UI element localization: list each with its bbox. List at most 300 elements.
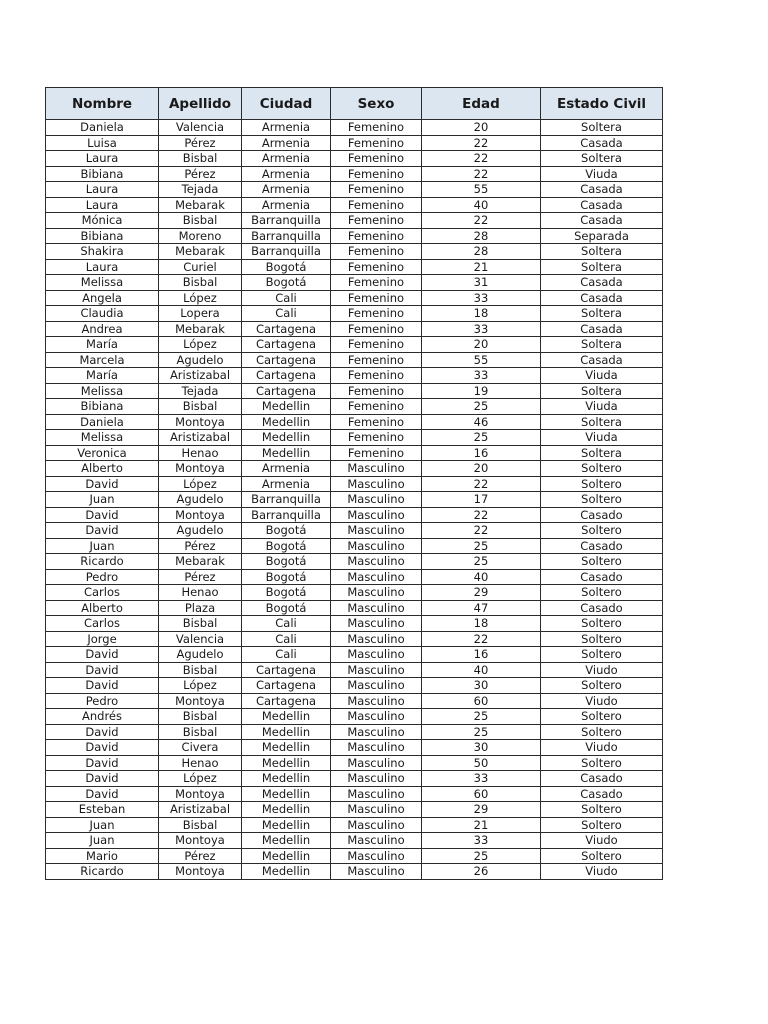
cell-estado-civil: Soltera (541, 259, 663, 275)
cell-estado-civil: Soltero (541, 616, 663, 632)
cell-nombre: Laura (46, 151, 159, 167)
cell-ciudad: Cali (242, 290, 331, 306)
cell-nombre: Angela (46, 290, 159, 306)
cell-sexo: Masculino (331, 802, 422, 818)
cell-sexo: Femenino (331, 228, 422, 244)
cell-sexo: Masculino (331, 538, 422, 554)
cell-apellido: Bisbal (159, 817, 242, 833)
cell-edad: 30 (422, 678, 541, 694)
cell-nombre: Bibiana (46, 228, 159, 244)
cell-edad: 55 (422, 352, 541, 368)
cell-apellido: Agudelo (159, 523, 242, 539)
cell-sexo: Masculino (331, 507, 422, 523)
cell-apellido: Agudelo (159, 352, 242, 368)
cell-apellido: Montoya (159, 414, 242, 430)
cell-sexo: Femenino (331, 135, 422, 151)
column-header-edad: Edad (422, 88, 541, 120)
cell-edad: 25 (422, 399, 541, 415)
cell-nombre: Luisa (46, 135, 159, 151)
cell-edad: 26 (422, 864, 541, 880)
cell-sexo: Femenino (331, 182, 422, 198)
cell-estado-civil: Soltero (541, 585, 663, 601)
cell-nombre: David (46, 740, 159, 756)
cell-sexo: Masculino (331, 864, 422, 880)
cell-apellido: Mebarak (159, 554, 242, 570)
table-row (46, 740, 663, 756)
column-header-apellido: Apellido (159, 88, 242, 120)
cell-apellido: Tejada (159, 383, 242, 399)
cell-sexo: Femenino (331, 213, 422, 229)
cell-sexo: Masculino (331, 740, 422, 756)
cell-apellido: Henao (159, 585, 242, 601)
cell-apellido: Mebarak (159, 244, 242, 260)
table-row (46, 678, 663, 694)
cell-apellido: López (159, 678, 242, 694)
cell-nombre: Andrés (46, 709, 159, 725)
cell-apellido: Lopera (159, 306, 242, 322)
cell-nombre: Alberto (46, 600, 159, 616)
cell-nombre: David (46, 755, 159, 771)
cell-apellido: Pérez (159, 166, 242, 182)
table-row (46, 259, 663, 275)
cell-ciudad: Medellin (242, 430, 331, 446)
table-row (46, 833, 663, 849)
cell-edad: 22 (422, 476, 541, 492)
cell-nombre: Daniela (46, 414, 159, 430)
cell-ciudad: Medellin (242, 802, 331, 818)
cell-sexo: Masculino (331, 492, 422, 508)
cell-estado-civil: Soltero (541, 523, 663, 539)
table-header-row (46, 88, 663, 120)
cell-apellido: Bisbal (159, 724, 242, 740)
cell-ciudad: Armenia (242, 135, 331, 151)
cell-edad: 25 (422, 538, 541, 554)
cell-nombre: Carlos (46, 616, 159, 632)
table-row (46, 275, 663, 291)
table-row (46, 476, 663, 492)
cell-sexo: Masculino (331, 647, 422, 663)
cell-sexo: Masculino (331, 662, 422, 678)
cell-apellido: Agudelo (159, 647, 242, 663)
cell-edad: 33 (422, 290, 541, 306)
cell-edad: 16 (422, 647, 541, 663)
cell-apellido: López (159, 476, 242, 492)
table-row (46, 771, 663, 787)
cell-sexo: Femenino (331, 120, 422, 136)
table-row (46, 848, 663, 864)
cell-nombre: Marcela (46, 352, 159, 368)
cell-edad: 20 (422, 120, 541, 136)
cell-ciudad: Cartagena (242, 337, 331, 353)
data-table (45, 87, 663, 880)
cell-estado-civil: Soltero (541, 724, 663, 740)
cell-nombre: Alberto (46, 461, 159, 477)
cell-nombre: María (46, 337, 159, 353)
cell-sexo: Masculino (331, 600, 422, 616)
table-row (46, 585, 663, 601)
cell-edad: 18 (422, 616, 541, 632)
cell-ciudad: Armenia (242, 151, 331, 167)
cell-estado-civil: Casada (541, 290, 663, 306)
cell-sexo: Femenino (331, 383, 422, 399)
table-row (46, 244, 663, 260)
cell-nombre: Carlos (46, 585, 159, 601)
cell-estado-civil: Casado (541, 771, 663, 787)
cell-sexo: Femenino (331, 197, 422, 213)
table-row (46, 414, 663, 430)
cell-apellido: Bisbal (159, 275, 242, 291)
table-row (46, 492, 663, 508)
cell-apellido: Mebarak (159, 321, 242, 337)
cell-estado-civil: Viudo (541, 693, 663, 709)
cell-edad: 25 (422, 554, 541, 570)
cell-nombre: Melissa (46, 430, 159, 446)
cell-estado-civil: Viudo (541, 740, 663, 756)
table-row (46, 724, 663, 740)
cell-sexo: Femenino (331, 306, 422, 322)
cell-sexo: Masculino (331, 848, 422, 864)
cell-nombre: Andrea (46, 321, 159, 337)
cell-ciudad: Bogotá (242, 259, 331, 275)
cell-edad: 40 (422, 662, 541, 678)
cell-edad: 21 (422, 817, 541, 833)
cell-estado-civil: Viudo (541, 833, 663, 849)
cell-ciudad: Barranquilla (242, 213, 331, 229)
cell-apellido: López (159, 337, 242, 353)
table-row (46, 321, 663, 337)
cell-sexo: Masculino (331, 771, 422, 787)
cell-edad: 22 (422, 507, 541, 523)
cell-nombre: Laura (46, 182, 159, 198)
cell-nombre: David (46, 786, 159, 802)
cell-estado-civil: Casada (541, 213, 663, 229)
cell-nombre: David (46, 523, 159, 539)
table-row (46, 554, 663, 570)
cell-edad: 20 (422, 461, 541, 477)
column-header-nombre: Nombre (46, 88, 159, 120)
cell-estado-civil: Soltero (541, 678, 663, 694)
cell-sexo: Masculino (331, 461, 422, 477)
cell-nombre: Juan (46, 817, 159, 833)
cell-edad: 29 (422, 802, 541, 818)
cell-estado-civil: Casada (541, 197, 663, 213)
cell-edad: 60 (422, 693, 541, 709)
cell-ciudad: Barranquilla (242, 244, 331, 260)
cell-sexo: Masculino (331, 476, 422, 492)
table-row (46, 445, 663, 461)
cell-edad: 22 (422, 523, 541, 539)
cell-ciudad: Cartagena (242, 678, 331, 694)
cell-estado-civil: Soltera (541, 445, 663, 461)
cell-nombre: Esteban (46, 802, 159, 818)
cell-edad: 60 (422, 786, 541, 802)
cell-edad: 22 (422, 135, 541, 151)
cell-edad: 46 (422, 414, 541, 430)
cell-ciudad: Medellin (242, 833, 331, 849)
cell-apellido: Curiel (159, 259, 242, 275)
cell-estado-civil: Viuda (541, 430, 663, 446)
cell-nombre: Laura (46, 197, 159, 213)
cell-sexo: Masculino (331, 616, 422, 632)
cell-nombre: Pedro (46, 569, 159, 585)
cell-edad: 47 (422, 600, 541, 616)
cell-ciudad: Cartagena (242, 368, 331, 384)
table-row (46, 290, 663, 306)
cell-estado-civil: Casada (541, 321, 663, 337)
cell-ciudad: Cali (242, 631, 331, 647)
cell-sexo: Femenino (331, 414, 422, 430)
cell-edad: 25 (422, 709, 541, 725)
column-header-ciudad: Ciudad (242, 88, 331, 120)
table-row (46, 337, 663, 353)
cell-sexo: Masculino (331, 755, 422, 771)
cell-nombre: Pedro (46, 693, 159, 709)
cell-edad: 21 (422, 259, 541, 275)
cell-sexo: Masculino (331, 523, 422, 539)
cell-ciudad: Armenia (242, 120, 331, 136)
cell-estado-civil: Viudo (541, 864, 663, 880)
cell-estado-civil: Soltero (541, 554, 663, 570)
cell-estado-civil: Separada (541, 228, 663, 244)
table-row (46, 306, 663, 322)
cell-ciudad: Cali (242, 616, 331, 632)
cell-apellido: Aristizabal (159, 802, 242, 818)
table-row (46, 755, 663, 771)
cell-ciudad: Barranquilla (242, 492, 331, 508)
cell-ciudad: Bogotá (242, 275, 331, 291)
cell-edad: 40 (422, 197, 541, 213)
cell-ciudad: Medellin (242, 864, 331, 880)
cell-sexo: Masculino (331, 585, 422, 601)
cell-apellido: Bisbal (159, 213, 242, 229)
cell-sexo: Femenino (331, 368, 422, 384)
cell-nombre: Mónica (46, 213, 159, 229)
cell-apellido: Bisbal (159, 709, 242, 725)
cell-ciudad: Medellin (242, 445, 331, 461)
cell-apellido: Tejada (159, 182, 242, 198)
cell-ciudad: Cartagena (242, 321, 331, 337)
cell-apellido: Henao (159, 755, 242, 771)
cell-ciudad: Cartagena (242, 383, 331, 399)
cell-sexo: Masculino (331, 833, 422, 849)
table-row (46, 352, 663, 368)
table-row (46, 383, 663, 399)
table-row (46, 817, 663, 833)
cell-estado-civil: Soltero (541, 492, 663, 508)
table-row (46, 616, 663, 632)
cell-estado-civil: Casada (541, 135, 663, 151)
cell-ciudad: Armenia (242, 197, 331, 213)
cell-sexo: Femenino (331, 430, 422, 446)
table-row (46, 507, 663, 523)
cell-edad: 30 (422, 740, 541, 756)
cell-edad: 33 (422, 368, 541, 384)
cell-apellido: Moreno (159, 228, 242, 244)
cell-estado-civil: Soltera (541, 120, 663, 136)
cell-estado-civil: Soltero (541, 755, 663, 771)
cell-ciudad: Cali (242, 647, 331, 663)
cell-estado-civil: Soltero (541, 817, 663, 833)
table-row (46, 228, 663, 244)
cell-ciudad: Armenia (242, 476, 331, 492)
cell-ciudad: Bogotá (242, 585, 331, 601)
cell-sexo: Femenino (331, 337, 422, 353)
cell-ciudad: Bogotá (242, 600, 331, 616)
cell-nombre: Claudia (46, 306, 159, 322)
cell-estado-civil: Casado (541, 569, 663, 585)
cell-estado-civil: Casada (541, 275, 663, 291)
cell-ciudad: Bogotá (242, 523, 331, 539)
cell-nombre: David (46, 647, 159, 663)
cell-ciudad: Bogotá (242, 538, 331, 554)
cell-nombre: Laura (46, 259, 159, 275)
table-row (46, 213, 663, 229)
cell-ciudad: Armenia (242, 166, 331, 182)
cell-sexo: Femenino (331, 275, 422, 291)
cell-nombre: Melissa (46, 275, 159, 291)
cell-edad: 25 (422, 430, 541, 446)
cell-estado-civil: Soltero (541, 802, 663, 818)
cell-ciudad: Cartagena (242, 352, 331, 368)
table-row (46, 631, 663, 647)
cell-sexo: Femenino (331, 445, 422, 461)
cell-sexo: Femenino (331, 244, 422, 260)
cell-estado-civil: Soltero (541, 709, 663, 725)
cell-edad: 33 (422, 771, 541, 787)
cell-edad: 25 (422, 724, 541, 740)
cell-apellido: Agudelo (159, 492, 242, 508)
column-header-estado-civil: Estado Civil (541, 88, 663, 120)
cell-ciudad: Cartagena (242, 693, 331, 709)
table-row (46, 802, 663, 818)
cell-ciudad: Armenia (242, 461, 331, 477)
cell-ciudad: Medellin (242, 848, 331, 864)
cell-edad: 19 (422, 383, 541, 399)
cell-estado-civil: Soltera (541, 306, 663, 322)
cell-apellido: Aristizabal (159, 368, 242, 384)
cell-apellido: López (159, 771, 242, 787)
table-body (46, 120, 663, 880)
cell-apellido: Bisbal (159, 399, 242, 415)
cell-sexo: Masculino (331, 817, 422, 833)
cell-apellido: Montoya (159, 507, 242, 523)
cell-apellido: Valencia (159, 120, 242, 136)
cell-sexo: Femenino (331, 399, 422, 415)
cell-ciudad: Medellin (242, 755, 331, 771)
cell-sexo: Masculino (331, 554, 422, 570)
cell-nombre: Juan (46, 538, 159, 554)
cell-ciudad: Medellin (242, 724, 331, 740)
cell-apellido: Valencia (159, 631, 242, 647)
cell-sexo: Masculino (331, 724, 422, 740)
cell-sexo: Masculino (331, 631, 422, 647)
cell-edad: 31 (422, 275, 541, 291)
cell-nombre: Bibiana (46, 399, 159, 415)
table-row (46, 135, 663, 151)
cell-estado-civil: Casado (541, 507, 663, 523)
cell-edad: 40 (422, 569, 541, 585)
cell-edad: 22 (422, 166, 541, 182)
table-row (46, 197, 663, 213)
cell-estado-civil: Soltera (541, 151, 663, 167)
cell-estado-civil: Casado (541, 538, 663, 554)
cell-nombre: Veronica (46, 445, 159, 461)
cell-nombre: David (46, 724, 159, 740)
cell-estado-civil: Viuda (541, 368, 663, 384)
cell-apellido: Montoya (159, 461, 242, 477)
cell-nombre: Ricardo (46, 554, 159, 570)
cell-nombre: David (46, 507, 159, 523)
table-row (46, 368, 663, 384)
cell-nombre: Juan (46, 833, 159, 849)
cell-sexo: Femenino (331, 259, 422, 275)
cell-estado-civil: Soltero (541, 848, 663, 864)
table-row (46, 399, 663, 415)
cell-sexo: Femenino (331, 290, 422, 306)
table-row (46, 461, 663, 477)
cell-estado-civil: Soltera (541, 414, 663, 430)
cell-ciudad: Barranquilla (242, 507, 331, 523)
cell-nombre: Daniela (46, 120, 159, 136)
cell-nombre: Melissa (46, 383, 159, 399)
table-row (46, 693, 663, 709)
cell-ciudad: Medellin (242, 771, 331, 787)
cell-estado-civil: Viuda (541, 166, 663, 182)
cell-edad: 22 (422, 151, 541, 167)
cell-ciudad: Medellin (242, 786, 331, 802)
cell-sexo: Femenino (331, 321, 422, 337)
cell-apellido: Mebarak (159, 197, 242, 213)
cell-apellido: Bisbal (159, 662, 242, 678)
cell-nombre: David (46, 662, 159, 678)
table-row (46, 166, 663, 182)
cell-apellido: Bisbal (159, 616, 242, 632)
cell-nombre: Jorge (46, 631, 159, 647)
cell-estado-civil: Soltera (541, 383, 663, 399)
cell-nombre: Bibiana (46, 166, 159, 182)
cell-apellido: Civera (159, 740, 242, 756)
cell-nombre: Juan (46, 492, 159, 508)
table-row (46, 523, 663, 539)
cell-edad: 28 (422, 244, 541, 260)
table-row (46, 538, 663, 554)
cell-sexo: Femenino (331, 352, 422, 368)
cell-nombre: Ricardo (46, 864, 159, 880)
cell-ciudad: Medellin (242, 740, 331, 756)
table-row (46, 151, 663, 167)
cell-edad: 22 (422, 631, 541, 647)
table-row (46, 600, 663, 616)
cell-nombre: David (46, 678, 159, 694)
cell-nombre: María (46, 368, 159, 384)
table-row (46, 569, 663, 585)
cell-edad: 29 (422, 585, 541, 601)
cell-ciudad: Barranquilla (242, 228, 331, 244)
cell-ciudad: Medellin (242, 399, 331, 415)
cell-apellido: Henao (159, 445, 242, 461)
cell-estado-civil: Soltera (541, 337, 663, 353)
cell-edad: 17 (422, 492, 541, 508)
cell-ciudad: Bogotá (242, 554, 331, 570)
cell-estado-civil: Soltero (541, 647, 663, 663)
cell-nombre: David (46, 476, 159, 492)
cell-edad: 33 (422, 833, 541, 849)
cell-ciudad: Cartagena (242, 662, 331, 678)
table-row (46, 430, 663, 446)
cell-apellido: Montoya (159, 864, 242, 880)
cell-apellido: Montoya (159, 833, 242, 849)
cell-ciudad: Armenia (242, 182, 331, 198)
